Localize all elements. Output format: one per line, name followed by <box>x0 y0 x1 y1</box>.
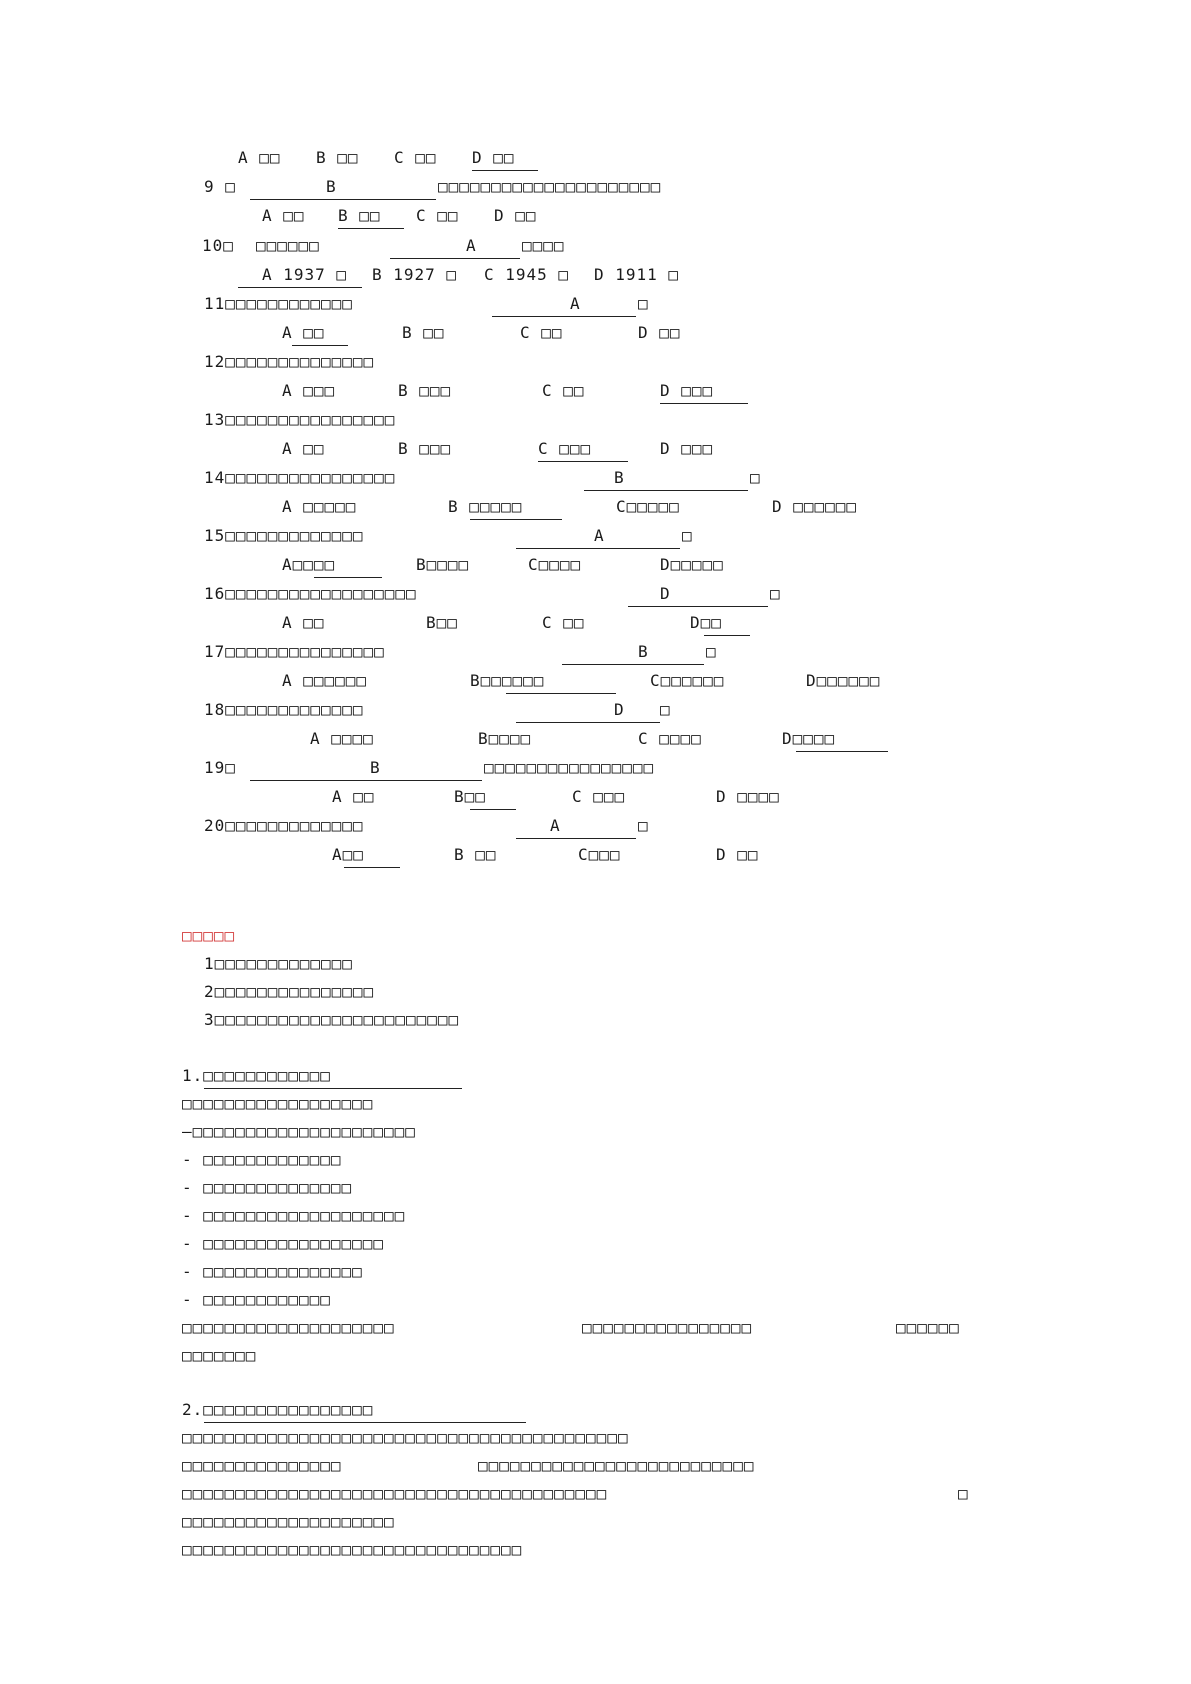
q18-answer-underline <box>796 751 888 752</box>
q20-option-d: D □□ <box>716 845 759 864</box>
q10-option-a: A 1937 □ <box>262 265 348 284</box>
essay2-line-2b: □□□□□□□□□□□□□□□□□□□□□□□□□□ <box>478 1456 755 1475</box>
q20-close: □ <box>638 816 649 835</box>
q19-option-d: D □□□□ <box>716 787 780 806</box>
q17-answer: B <box>638 642 649 661</box>
essay2-title: 2.□□□□□□□□□□□□□□□□ <box>182 1400 374 1419</box>
q16-blank <box>628 606 768 607</box>
essay1-line-5: - □□□□□□□□□□□□□□□□□□□ <box>182 1206 406 1225</box>
q10-blank <box>390 258 520 259</box>
q19-option-c: C □□□ <box>572 787 626 806</box>
q12-option-d: D □□□ <box>660 381 714 400</box>
q20-answer: A <box>550 816 561 835</box>
q20-option-c: C□□□ <box>578 845 621 864</box>
essay2-line-2a: □□□□□□□□□□□□□□□ <box>182 1456 342 1475</box>
essay1-title: 1.□□□□□□□□□□□□ <box>182 1066 331 1085</box>
q20-option-b: B □□ <box>454 845 497 864</box>
q12-stem: 12□□□□□□□□□□□□□□ <box>204 352 375 371</box>
q18-blank <box>516 722 660 723</box>
q15-option-b: B□□□□ <box>416 555 470 574</box>
q10-stem: □□□□□□ <box>256 236 320 255</box>
q16-close: □ <box>770 584 781 603</box>
q9-blank <box>250 199 436 200</box>
q19-answer-underline <box>470 809 516 810</box>
q8-answer-underline <box>472 170 538 171</box>
q16-answer: D <box>660 584 671 603</box>
q14-option-b: B □□□□□ <box>448 497 523 516</box>
essay2-line-4: □□□□□□□□□□□□□□□□□□□□ <box>182 1512 395 1531</box>
q11-option-b: B □□ <box>402 323 445 342</box>
q14-option-a: A □□□□□ <box>282 497 357 516</box>
q13-answer-underline <box>538 461 628 462</box>
q12-answer-underline <box>660 403 748 404</box>
q9-answer: B <box>326 177 337 196</box>
q18-option-b: B□□□□ <box>478 729 532 748</box>
q10-tail: □□□□ <box>522 236 565 255</box>
q16-option-a: A □□ <box>282 613 325 632</box>
essay1-line-2: –□□□□□□□□□□□□□□□□□□□□□ <box>182 1122 416 1141</box>
q15-answer-underline <box>314 577 382 578</box>
essay2-line-1: □□□□□□□□□□□□□□□□□□□□□□□□□□□□□□□□□□□□□□□□□□ <box>182 1428 629 1447</box>
q15-close: □ <box>682 526 693 545</box>
q20-answer-underline <box>344 867 400 868</box>
q14-answer: B <box>614 468 625 487</box>
q18-stem: 18□□□□□□□□□□□□□ <box>204 700 364 719</box>
essay1-paragraph-a: □□□□□□□□□□□□□□□□□□□□ <box>182 1318 395 1337</box>
q10-option-d: D 1911 □ <box>594 265 680 284</box>
section-item-3: 3□□□□□□□□□□□□□□□□□□□□□□□ <box>204 1010 460 1029</box>
q17-blank <box>562 664 704 665</box>
q8-option-a: A □□ <box>238 148 281 167</box>
q16-option-d: D□□ <box>690 613 722 632</box>
q8-option-c: C □□ <box>394 148 437 167</box>
q11-option-d: D □□ <box>638 323 681 342</box>
q16-answer-underline <box>704 635 750 636</box>
essay1-paragraph-c: □□□□□□ <box>896 1318 960 1337</box>
q19-answer: B <box>370 758 381 777</box>
q11-stem: 11□□□□□□□□□□□□ <box>204 294 353 313</box>
q11-answer-underline <box>292 345 348 346</box>
essay1-line-8: - □□□□□□□□□□□□ <box>182 1290 331 1309</box>
essay1-line-7: - □□□□□□□□□□□□□□□ <box>182 1262 363 1281</box>
q20-stem: 20□□□□□□□□□□□□□ <box>204 816 364 835</box>
q15-stem: 15□□□□□□□□□□□□□ <box>204 526 364 545</box>
q9-option-a: A □□ <box>262 206 305 225</box>
q18-option-a: A □□□□ <box>310 729 374 748</box>
q19-option-a: A □□ <box>332 787 375 806</box>
q8-option-d: D □□ <box>472 148 515 167</box>
essay1-line-3: - □□□□□□□□□□□□□ <box>182 1150 342 1169</box>
q11-close: □ <box>638 294 649 313</box>
essay1-line-4: - □□□□□□□□□□□□□□ <box>182 1178 353 1197</box>
q18-option-d: D□□□□ <box>782 729 836 748</box>
q17-option-c: C□□□□□□ <box>650 671 725 690</box>
q9-stem: □□□□□□□□□□□□□□□□□□□□□ <box>438 177 662 196</box>
q14-answer-underline <box>470 519 562 520</box>
essay2-line-5: □□□□□□□□□□□□□□□□□□□□□□□□□□□□□□□□ <box>182 1540 523 1559</box>
q9-option-b: B □□ <box>338 206 381 225</box>
essay1-title-underline <box>204 1088 462 1089</box>
q15-blank <box>516 548 680 549</box>
q17-option-d: D□□□□□□ <box>806 671 881 690</box>
q18-close: □ <box>660 700 671 719</box>
q16-option-b: B□□ <box>426 613 458 632</box>
essay2-title-underline <box>204 1422 526 1423</box>
q20-option-a: A□□ <box>332 845 364 864</box>
q9-option-c: C □□ <box>416 206 459 225</box>
q19-number: 19□ <box>204 758 236 777</box>
essay1-line-1: □□□□□□□□□□□□□□□□□□ <box>182 1094 374 1113</box>
q11-option-c: C □□ <box>520 323 563 342</box>
q20-blank <box>516 838 636 839</box>
essay1-line-6: - □□□□□□□□□□□□□□□□□ <box>182 1234 385 1253</box>
q13-stem: 13□□□□□□□□□□□□□□□□ <box>204 410 396 429</box>
q13-option-b: B □□□ <box>398 439 452 458</box>
q15-option-a: A□□□□ <box>282 555 336 574</box>
q11-answer: A <box>570 294 581 313</box>
q17-answer-underline <box>506 693 616 694</box>
q10-number: 10□ <box>202 236 234 255</box>
q13-option-d: D □□□ <box>660 439 714 458</box>
q12-option-c: C □□ <box>542 381 585 400</box>
q14-close: □ <box>750 468 761 487</box>
q12-option-b: B □□□ <box>398 381 452 400</box>
q10-answer: A <box>466 236 477 255</box>
q9-option-d: D □□ <box>494 206 537 225</box>
q16-stem: 16□□□□□□□□□□□□□□□□□□ <box>204 584 417 603</box>
section-heading: □□□□□ <box>182 926 236 945</box>
essay2-line-3: □□□□□□□□□□□□□□□□□□□□□□□□□□□□□□□□□□□□□□□□ <box>182 1484 608 1503</box>
q10-option-c: C 1945 □ <box>484 265 570 284</box>
q18-option-c: C □□□□ <box>638 729 702 748</box>
q9-number: 9 □ <box>204 177 236 196</box>
essay1-paragraph-b: □□□□□□□□□□□□□□□□ <box>582 1318 753 1337</box>
essay1-paragraph-d: □□□□□□□ <box>182 1346 257 1365</box>
q19-option-b: B□□ <box>454 787 486 806</box>
q17-option-a: A □□□□□□ <box>282 671 368 690</box>
q17-option-b: B□□□□□□ <box>470 671 545 690</box>
q19-stem: □□□□□□□□□□□□□□□□ <box>484 758 655 777</box>
q19-blank <box>250 780 482 781</box>
q14-blank <box>584 490 748 491</box>
q13-option-a: A □□ <box>282 439 325 458</box>
q18-answer: D <box>614 700 625 719</box>
section-item-1: 1□□□□□□□□□□□□□ <box>204 954 353 973</box>
q14-option-d: D □□□□□□ <box>772 497 858 516</box>
q17-stem: 17□□□□□□□□□□□□□□□ <box>204 642 385 661</box>
q16-option-c: C □□ <box>542 613 585 632</box>
q17-close: □ <box>706 642 717 661</box>
q9-answer-underline <box>338 228 404 229</box>
q10-option-b: B 1927 □ <box>372 265 458 284</box>
q14-stem: 14□□□□□□□□□□□□□□□□ <box>204 468 396 487</box>
q10-answer-underline <box>238 287 362 288</box>
q8-option-b: B □□ <box>316 148 359 167</box>
q13-option-c: C □□□ <box>538 439 592 458</box>
q15-answer: A <box>594 526 605 545</box>
q14-option-c: C□□□□□ <box>616 497 680 516</box>
essay2-line-3-end: □ <box>958 1484 969 1503</box>
q15-option-d: D□□□□□ <box>660 555 724 574</box>
q11-option-a: A □□ <box>282 323 325 342</box>
section-item-2: 2□□□□□□□□□□□□□□□ <box>204 982 375 1001</box>
q15-option-c: C□□□□ <box>528 555 582 574</box>
q12-option-a: A □□□ <box>282 381 336 400</box>
q11-blank <box>492 316 636 317</box>
